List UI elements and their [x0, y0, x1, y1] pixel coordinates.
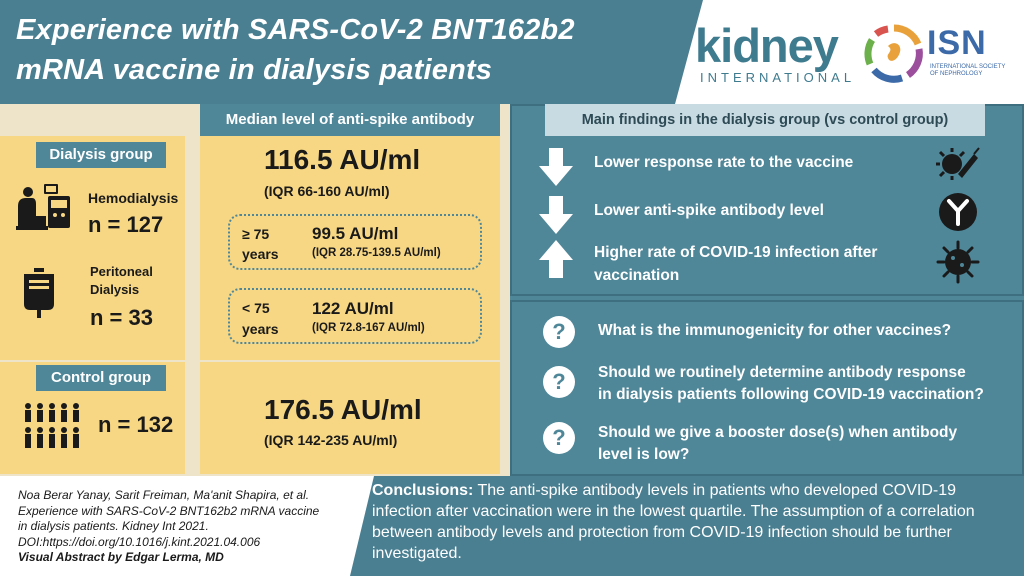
finding-3-text-2: vaccination: [594, 267, 680, 284]
age-under-75-value: 122 AU/ml: [312, 299, 394, 318]
citation-title-2: in dialysis patients. Kidney Int 2021.: [18, 519, 209, 533]
question-1-icon: ?: [543, 316, 575, 348]
arrow-down-icon: [539, 196, 573, 234]
conclusions-body: The anti-spike antibody levels in patients who developed COVID-19 infection after vaccination were in the lowest quartile. The assumption of a correlation between antibody levels and protection from COVID-19 infection should be further investigated.: [372, 482, 975, 562]
age-75-plus-iqr: (IQR 28.75-139.5 AU/ml): [312, 247, 441, 259]
hemodialysis-n: n = 127: [88, 212, 164, 237]
age-under-75-iqr: (IQR 72.8-167 AU/ml): [312, 322, 425, 334]
hemodialysis-label: Hemodialysis: [88, 190, 179, 206]
peritoneal-n: n = 33: [90, 305, 153, 330]
citation-doi[interactable]: DOI:https://doi.org/10.1016/j.kint.2021.04.006: [18, 534, 261, 549]
isn-logo-icon: [864, 24, 924, 84]
dialysis-median-iqr: (IQR 66-160 AU/ml): [264, 183, 390, 199]
question-2-text-2: in dialysis patients following COVID-19 vaccination?: [598, 386, 984, 403]
people-group-icon: [22, 402, 82, 452]
control-group-label: Control group: [36, 365, 166, 391]
age-75-plus-label-1: ≥ 75: [242, 226, 270, 242]
question-2-text-1: Should we routinely determine antibody response: [598, 364, 966, 381]
kidney-international-subtitle: INTERNATIONAL: [700, 70, 856, 85]
citation-authors: Noa Berar Yanay, Sarit Freiman, Ma'anit Shapira, et al.: [18, 488, 310, 502]
question-3-icon: ?: [543, 422, 575, 454]
age-75-plus-value: 99.5 AU/ml: [312, 224, 399, 243]
finding-3-text-1: Higher rate of COVID-19 infection after: [594, 244, 878, 261]
dialysis-group-label: Dialysis group: [36, 142, 166, 168]
coronavirus-icon: [936, 240, 980, 284]
conclusions-label: Conclusions:: [372, 482, 474, 499]
control-n: n = 132: [98, 412, 174, 437]
question-2-icon: ?: [543, 366, 575, 398]
question-1-text: What is the immunogenicity for other vaccines?: [598, 322, 952, 339]
question-3-text-2: level is low?: [598, 446, 690, 463]
age-75-plus-label-2: years: [242, 246, 279, 262]
virus-syringe-icon: [936, 144, 980, 184]
citation-credit: Visual Abstract by Edgar Lerma, MD: [18, 550, 224, 564]
peritoneal-label-1: Peritoneal: [90, 264, 153, 279]
hemodialysis-icon: [14, 182, 78, 234]
peritoneal-label-2: Dialysis: [90, 282, 140, 297]
title-block: [0, 0, 675, 104]
median-level-header: Median level of anti-spike antibody: [200, 104, 500, 136]
title-line-2: mRNA vaccine in dialysis patients: [16, 54, 493, 86]
arrow-down-icon: [539, 148, 573, 186]
dialysis-median-value: 116.5 AU/ml: [264, 144, 421, 175]
citation-title-1: Experience with SARS-CoV-2 BNT162b2 mRNA vaccine: [18, 503, 320, 518]
question-3-text-1: Should we give a booster dose(s) when antibody: [598, 424, 958, 441]
citation: [18, 488, 348, 566]
kidney-international-logo: kidney: [695, 19, 838, 72]
age-under-75-label-2: years: [242, 321, 279, 337]
control-median-iqr: (IQR 142-235 AU/ml): [264, 432, 398, 448]
title-line-1: Experience with SARS-CoV-2 BNT162b2: [16, 14, 575, 46]
arrow-up-icon: [539, 240, 573, 278]
age-under-75-label-1: < 75: [242, 300, 270, 316]
antibody-icon: [938, 192, 978, 232]
main-findings-header: Main findings in the dialysis group (vs control group): [545, 104, 985, 136]
finding-2-text: Lower anti-spike antibody level: [594, 202, 824, 219]
isn-logo-text: ISN: [927, 24, 987, 62]
isn-logo-subtitle: INTERNATIONAL SOCIETY OF NEPHROLOGY: [930, 64, 1006, 77]
peritoneal-dialysis-bag-icon: [20, 268, 58, 318]
control-median-value: 176.5 AU/ml: [264, 394, 422, 425]
conclusions-text: [372, 480, 1012, 564]
finding-1-text: Lower response rate to the vaccine: [594, 154, 854, 171]
